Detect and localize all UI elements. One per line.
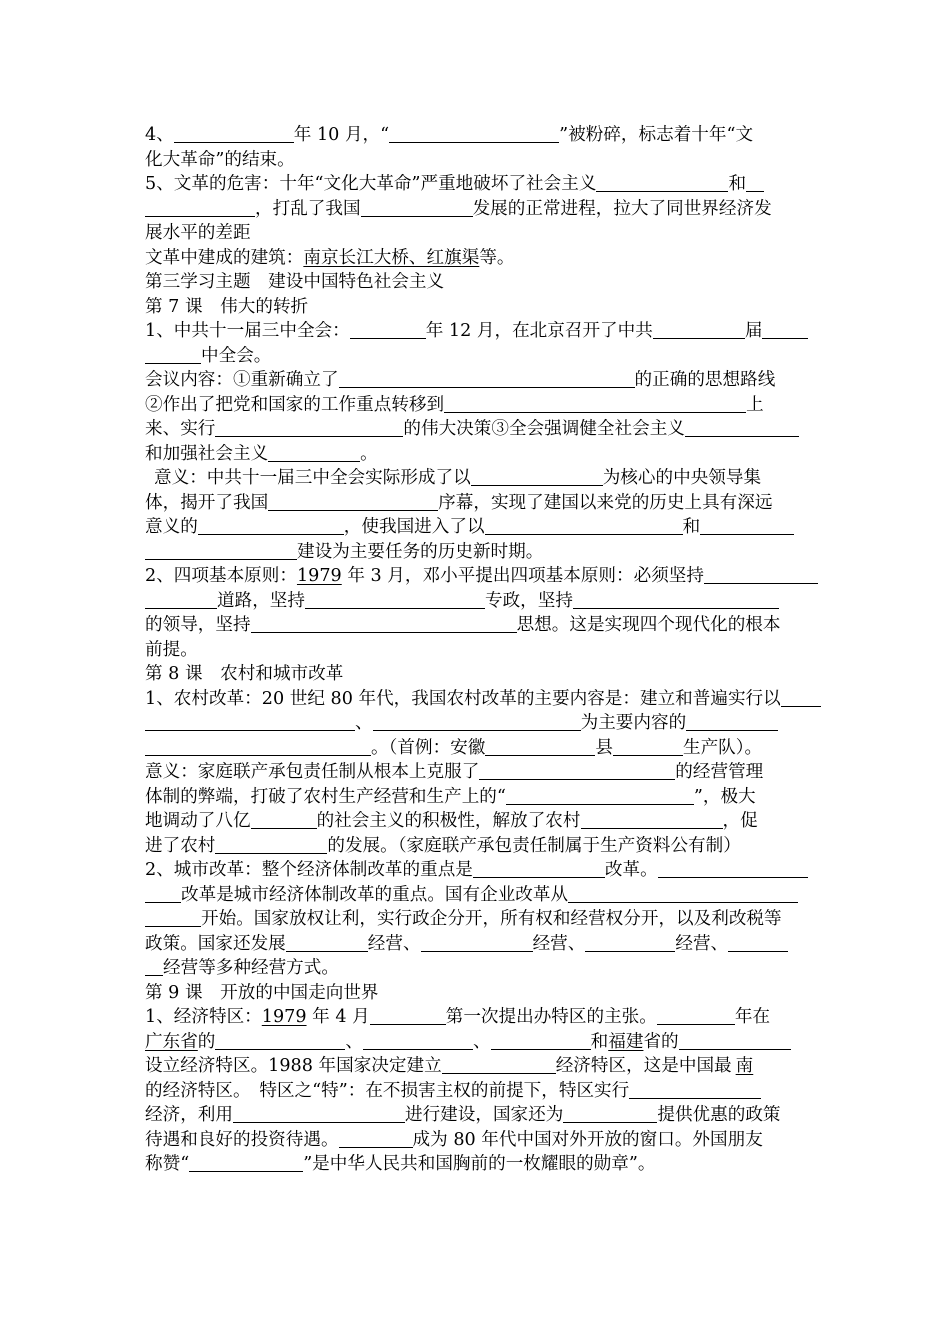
answer-blank[interactable] — [491, 1030, 591, 1050]
text: 前提。 — [145, 639, 198, 660]
answer-blank[interactable] — [442, 1054, 556, 1074]
text: 的领导，坚持 — [145, 615, 251, 635]
answer-blank[interactable] — [568, 883, 798, 903]
text: 第三学习主题 建设中国特色社会主义 — [145, 272, 445, 292]
lesson-heading — [145, 662, 830, 687]
text-line — [145, 858, 830, 883]
answer-blank[interactable] — [215, 1030, 345, 1050]
answer-blank[interactable] — [704, 564, 818, 584]
answer-blank[interactable] — [145, 344, 201, 364]
text: 生产队）。 — [682, 737, 763, 758]
text: 第 8 课 农村和城市改革 — [145, 664, 344, 684]
text-line — [145, 932, 830, 957]
text: 4、 — [145, 125, 174, 145]
answer-blank[interactable] — [629, 1079, 761, 1099]
text: 等。 — [479, 247, 515, 268]
text: 会议内容：①重新确立了 — [145, 370, 339, 390]
text-line — [145, 1103, 830, 1128]
lesson-heading — [145, 981, 830, 1006]
text-line — [145, 344, 830, 369]
answer-blank[interactable] — [350, 319, 426, 339]
text: 年 3 月，邓小平提出四项基本原则：必须坚持 — [341, 566, 704, 586]
text: ”被粉碎，标志着十年“文 — [559, 125, 754, 145]
text: 经营、 — [532, 933, 586, 954]
text: 经营、 — [675, 933, 729, 954]
text: 省的 — [643, 1031, 679, 1052]
text: 2、四项基本原则： — [145, 566, 297, 586]
text-line — [145, 564, 830, 589]
answer-blank[interactable] — [189, 1152, 303, 1172]
answer-blank[interactable] — [485, 736, 595, 756]
text: 的正确的思想路线 — [634, 370, 776, 390]
answer-blank[interactable] — [658, 858, 808, 878]
text-line — [145, 1152, 830, 1177]
text-line — [145, 123, 830, 148]
answer-blank[interactable] — [581, 809, 723, 829]
underlined-answer: 1979 — [261, 1007, 307, 1027]
answer-blank[interactable] — [145, 883, 181, 903]
answer-blank[interactable] — [145, 736, 371, 756]
text: 开始。国家放权让利，实行政企分开，所有权和经营权分开，以及利改税等 — [201, 909, 782, 929]
text-line — [145, 491, 830, 516]
answer-blank[interactable] — [685, 417, 799, 437]
text: 体，揭开了我国 — [145, 492, 269, 513]
answer-blank[interactable] — [251, 613, 517, 633]
answer-blank[interactable] — [198, 515, 344, 535]
lesson-heading — [145, 295, 830, 320]
answer-blank[interactable] — [268, 442, 360, 462]
text: 的发展。（家庭联产承包责任制属于生产资料公有制） — [327, 835, 741, 856]
text: 来、实行 — [145, 419, 216, 439]
text-line — [145, 246, 830, 271]
text: 道路，坚持 — [217, 590, 305, 611]
text: 1、经济特区： — [145, 1007, 262, 1027]
text: 成为 80 年代中国对外开放的窗口。外国朋友 — [412, 1129, 763, 1150]
text-line — [145, 687, 830, 712]
text-line — [145, 1079, 830, 1104]
text-line — [145, 736, 830, 761]
text: 文革中建成的建筑： — [145, 247, 304, 268]
text: 和加强社会主义 — [145, 443, 269, 464]
text: 年在 — [734, 1007, 771, 1027]
text: 发展的正常进程，拉大了同世界经济发 — [472, 198, 772, 219]
text: 和 — [590, 1031, 609, 1052]
answer-blank[interactable] — [613, 736, 683, 756]
text: 、 — [355, 713, 373, 733]
text-line — [145, 613, 830, 638]
answer-blank[interactable] — [215, 417, 403, 437]
answer-blank[interactable] — [421, 932, 533, 952]
text-line — [145, 760, 830, 785]
text: 进行建设，国家还为 — [404, 1105, 564, 1125]
answer-blank[interactable] — [145, 589, 217, 609]
text: 进了农村 — [145, 835, 216, 856]
answer-blank[interactable] — [485, 515, 683, 535]
answer-blank[interactable] — [762, 319, 808, 339]
answer-blank[interactable] — [233, 1103, 405, 1123]
worksheet-page — [145, 123, 830, 1177]
text: 化大革命”的结束。 — [145, 149, 295, 170]
answer-blank[interactable] — [174, 123, 294, 143]
answer-blank[interactable] — [373, 711, 581, 731]
text-line — [145, 515, 830, 540]
text: 建设为主要任务的历史新时期。 — [297, 541, 544, 562]
text: ，促 — [722, 811, 758, 831]
text: 政策。国家还发展 — [145, 933, 286, 954]
answer-blank[interactable] — [251, 809, 317, 829]
answer-blank[interactable] — [389, 123, 559, 143]
text: 中全会。 — [201, 345, 272, 366]
text: 年 10 月，“ — [293, 125, 390, 145]
text: 的经济特区。 特区之“特”：在不损害主权的前提下，特区实行 — [145, 1080, 630, 1101]
text: 和 — [682, 517, 701, 537]
answer-blank[interactable] — [573, 589, 779, 609]
answer-blank[interactable] — [286, 932, 368, 952]
text: 待遇和良好的投资待遇。 — [145, 1129, 339, 1150]
text-line — [145, 319, 830, 344]
text: ，使我国进入了以 — [343, 517, 485, 537]
answer-blank[interactable] — [700, 515, 794, 535]
text: 经济特区，这是中国最 — [555, 1056, 732, 1076]
text: 意义：家庭联产承包责任制从根本上克服了 — [145, 762, 480, 782]
text: 、 — [473, 1031, 491, 1052]
text: 上 — [746, 394, 764, 415]
text: 年 12 月，在北京召开了中共 — [425, 321, 653, 341]
answer-blank[interactable] — [145, 956, 163, 976]
text: 思想。这是实现四个现代化的根本 — [516, 615, 781, 635]
answer-blank[interactable] — [781, 687, 821, 707]
text-line — [145, 883, 830, 908]
answer-blank[interactable] — [215, 834, 327, 854]
answer-blank[interactable] — [363, 1030, 473, 1050]
text-line — [145, 956, 830, 981]
text: 第 9 课 开放的中国走向世界 — [145, 982, 379, 1003]
text-line — [145, 907, 830, 932]
text-line — [145, 442, 830, 467]
text: 、 — [345, 1031, 364, 1052]
text-line — [145, 221, 830, 246]
text: 的 — [197, 1031, 216, 1052]
text: 为核心的中央领导集 — [602, 468, 762, 488]
text-line — [145, 197, 830, 222]
answer-blank[interactable] — [686, 711, 778, 731]
text: 序幕，实现了建国以来党的历史上具有深远 — [438, 492, 773, 513]
text-line — [145, 148, 830, 173]
text: 5、文革的危害：十年“文化大革命”严重地破坏了社会主义 — [145, 174, 597, 194]
answer-blank[interactable] — [479, 760, 675, 780]
text: 设立经济特区。1988 年国家决定建立 — [145, 1056, 442, 1076]
text-line — [145, 785, 830, 810]
answer-blank[interactable] — [145, 907, 201, 927]
text-line — [145, 589, 830, 614]
text-line — [145, 638, 830, 663]
answer-blank[interactable] — [471, 466, 603, 486]
text: 意义的 — [145, 517, 198, 537]
underlined-answer: 福建 — [608, 1031, 644, 1052]
text: 意义：中共十一届三中全会实际形成了以 — [154, 468, 471, 488]
text-line — [145, 1030, 830, 1055]
answer-blank[interactable] — [145, 540, 297, 560]
answer-blank[interactable] — [473, 858, 605, 878]
text-line — [145, 711, 830, 736]
text-line — [145, 1128, 830, 1153]
text: 。 — [360, 443, 378, 464]
text: 的社会主义的积极性，解放了农村 — [316, 811, 581, 831]
text: 专政，坚持 — [484, 590, 573, 611]
text: 1、农村改革：20 世纪 80 年代，我国农村改革的主要内容是：建立和普遍实行以 — [145, 688, 781, 709]
section-heading — [145, 270, 830, 295]
text: 第一次提出办特区的主张。 — [445, 1007, 657, 1027]
text: ”，极大 — [693, 786, 756, 807]
answer-blank[interactable] — [653, 319, 745, 339]
answer-blank[interactable] — [145, 711, 355, 731]
underlined-answer: 广东省 — [145, 1031, 198, 1052]
text: 地调动了八亿 — [145, 811, 251, 831]
text: 届 — [744, 321, 763, 341]
answer-blank[interactable] — [506, 785, 694, 805]
text: ②作出了把党和国家的工作重点转移到 — [145, 394, 445, 415]
answer-blank[interactable] — [444, 393, 746, 413]
answer-blank[interactable] — [361, 197, 473, 217]
text: 为主要内容的 — [580, 713, 687, 733]
answer-blank[interactable] — [563, 1103, 657, 1123]
text: ，打乱了我国 — [255, 198, 361, 219]
text: 经营、 — [367, 933, 421, 954]
text-line — [145, 172, 830, 197]
answer-blank[interactable] — [145, 197, 255, 217]
text: 经营等多种经营方式。 — [163, 958, 339, 978]
text: 县 — [595, 737, 613, 758]
text: 第 7 课 伟大的转折 — [145, 296, 309, 317]
answer-blank[interactable] — [370, 1005, 446, 1025]
text: 年 4 月 — [306, 1007, 370, 1027]
text-line — [145, 809, 830, 834]
text: 的伟大决策③全会强调健全社会主义 — [403, 419, 685, 439]
text-line — [145, 1005, 830, 1030]
answer-blank[interactable] — [268, 491, 438, 511]
answer-blank[interactable] — [728, 932, 788, 952]
answer-blank[interactable] — [657, 1005, 735, 1025]
answer-blank[interactable] — [679, 1030, 791, 1050]
text-line — [145, 393, 830, 418]
text-line — [145, 368, 830, 393]
text-line — [145, 1054, 830, 1079]
text: 称赞“ — [145, 1154, 190, 1174]
text-line — [145, 834, 830, 859]
text: 经济，利用 — [145, 1105, 233, 1125]
answer-blank[interactable] — [305, 589, 485, 609]
text: 2、城市改革：整个经济体制改革的重点是 — [145, 860, 473, 880]
underlined-answer: 1979 — [296, 566, 342, 586]
answer-blank[interactable] — [339, 1128, 413, 1148]
text: 改革。 — [604, 860, 658, 880]
answer-blank[interactable] — [585, 932, 675, 952]
text-line — [145, 417, 830, 442]
answer-blank[interactable] — [596, 172, 728, 192]
text: 。（首例：安徽 — [371, 737, 486, 758]
text: 体制的弊端，打破了农村生产经营和生产上的“ — [145, 786, 506, 807]
answer-blank[interactable] — [339, 368, 635, 388]
text-line — [145, 540, 830, 565]
text-line — [145, 466, 830, 491]
text: 1、中共十一届三中全会： — [145, 321, 350, 341]
text: 的经营管理 — [675, 762, 764, 782]
text: 提供优惠的政策 — [657, 1105, 781, 1125]
underlined-answer: 南 — [735, 1056, 754, 1076]
text: 改革是城市经济体制改革的重点。国有企业改革从 — [181, 884, 569, 905]
text: 和 — [728, 174, 747, 194]
underlined-answer: 南京长江大桥、红旗渠 — [303, 247, 480, 268]
text: 展水平的差距 — [145, 223, 251, 243]
answer-blank[interactable] — [746, 172, 764, 192]
text: ”是中华人民共和国胸前的一枚耀眼的勋章”。 — [303, 1154, 656, 1174]
